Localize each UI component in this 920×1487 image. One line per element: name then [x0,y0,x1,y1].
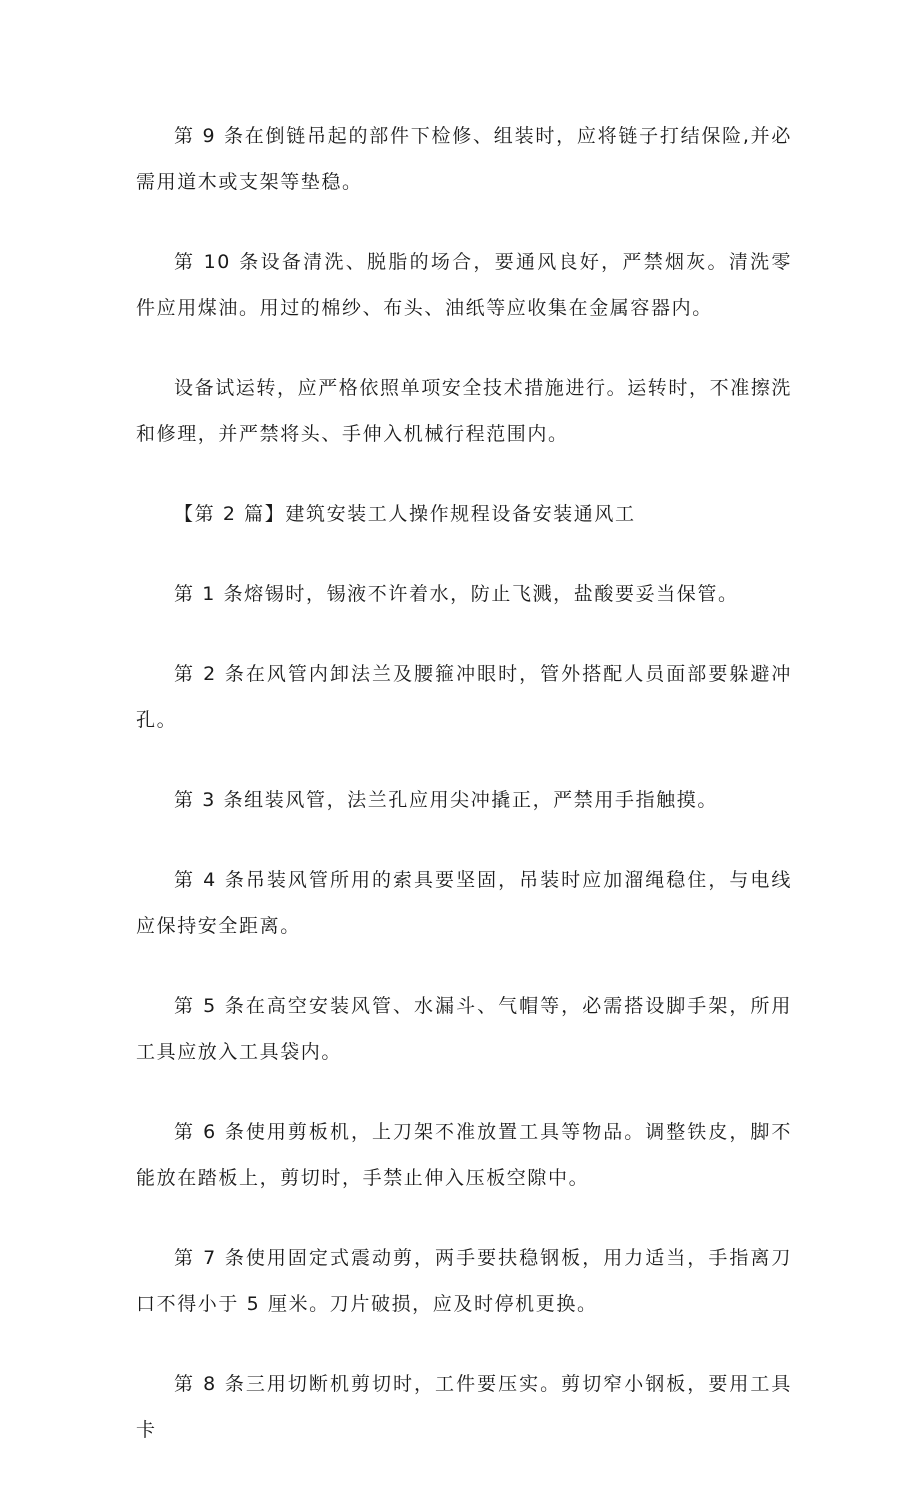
section-heading: 【第 2 篇】建筑安装工人操作规程设备安装通风工 [174,503,636,525]
paragraph-article-2: 第 2 条在风管内卸法兰及腰箍冲眼时，管外搭配人员面部要躲避冲孔。 [136,663,792,731]
paragraph-article-3: 第 3 条组装风管，法兰孔应用尖冲撬正，严禁用手指触摸。 [174,789,718,811]
paragraph-article-4: 第 4 条吊装风管所用的索具要坚固，吊装时应加溜绳稳住，与电线应保持安全距离。 [136,869,792,937]
document-body [136,113,792,1487]
paragraph-article-1: 第 1 条熔锡时，锡液不许着水，防止飞溅，盐酸要妥当保管。 [174,583,739,605]
paragraph-test-run: 设备试运转，应严格依照单项安全技术措施进行。运转时，不准擦洗和修理，并严禁将头、手伸入机械行程范围内。 [136,377,793,445]
paragraph-article-6: 第 6 条使用剪板机，上刀架不准放置工具等物品。调整铁皮，脚不能放在踏板上，剪切时，手禁止伸入压板空隙中。 [136,1121,792,1189]
paragraph-article-9: 第 9 条在倒链吊起的部件下检修、组装时，应将链子打结保险,并必需用道木或支架等垫稳。 [136,125,792,193]
paragraph-article-5: 第 5 条在高空安装风管、水漏斗、气帽等，必需搭设脚手架，所用工具应放入工具袋内。 [136,995,792,1063]
paragraph-article-8: 第 8 条三用切断机剪切时，工件要压实。剪切窄小钢板，要用工具卡 [136,1373,792,1441]
paragraph-article-10: 第 10 条设备清洗、脱脂的场合，要通风良好，严禁烟灰。清洗零件应用煤油。用过的棉纱、布头、油纸等应收集在金属容器内。 [136,251,792,319]
paragraph-article-7: 第 7 条使用固定式震动剪，两手要扶稳钢板，用力适当，手指离刀口不得小于 5 厘米。刀片破损，应及时停机更换。 [136,1247,792,1315]
